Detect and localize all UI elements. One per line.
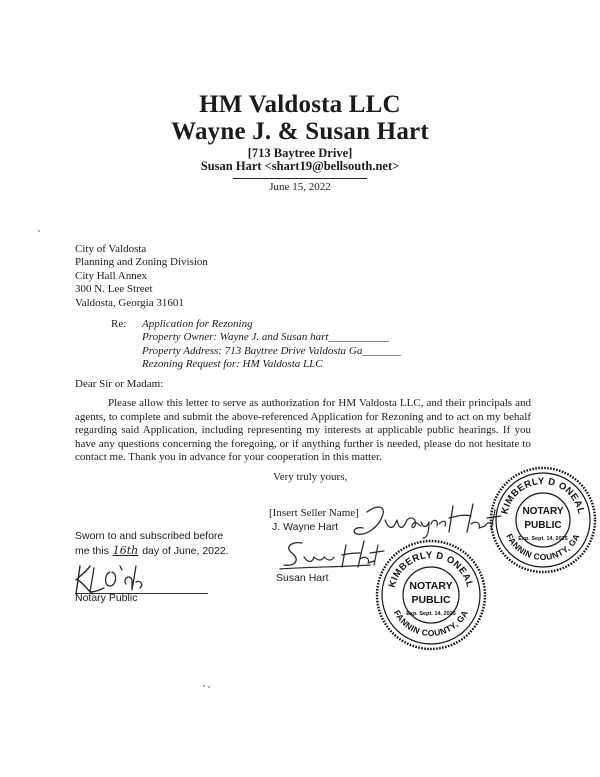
seal-center-text: NOTARY xyxy=(409,580,453,592)
scan-speck xyxy=(208,686,210,688)
signer-name-1: J. Wayne Hart xyxy=(272,521,339,533)
letter-date: June 15, 2022 xyxy=(269,181,331,193)
seal-center-text: NOTARY xyxy=(522,506,564,517)
email-line: Susan Hart <shart19@bellsouth.net> xyxy=(200,159,400,173)
seal-center-text: PUBLIC xyxy=(524,520,562,531)
scan-speck xyxy=(38,230,40,232)
re-line: Application for Rezoning xyxy=(142,318,253,330)
recipient-block xyxy=(75,243,208,310)
owners-name: Wayne J. & Susan Hart xyxy=(171,118,429,145)
notary-public-label: Notary Public xyxy=(75,592,138,604)
seal-exp-text: Exp. Sept. 14, 2025 xyxy=(406,611,456,617)
company-name: HM Valdosta LLC xyxy=(199,91,401,118)
closing: Very truly yours, xyxy=(273,471,348,483)
sworn-suffix: day of June, 2022. xyxy=(142,545,229,557)
recipient-line: City of Valdosta xyxy=(75,243,147,255)
seal-bottom-text: FANNIN COUNTY, GA xyxy=(504,531,582,563)
recipient-line: Planning and Zoning Division xyxy=(75,256,208,269)
sworn-date-line xyxy=(75,544,229,558)
re-block xyxy=(142,318,401,372)
seal-top-text: KIMBERLY D ONEAL xyxy=(386,549,476,589)
re-line: Property Owner: Wayne J. and Susan hart___________ xyxy=(142,331,389,344)
recipient-line: 300 N. Lee Street xyxy=(75,283,153,296)
sworn-prefix: me this xyxy=(75,545,109,557)
re-line: Rezoning Request for: HM Valdosta LLC xyxy=(142,358,323,371)
salutation: Dear Sir or Madam: xyxy=(75,378,164,390)
notary-seal-icon xyxy=(375,539,487,651)
re-label: Re: xyxy=(111,318,127,330)
seal-exp-text: Exp. Sept. 14, 2025 xyxy=(518,536,568,542)
address-line: [713 Baytree Drive] xyxy=(247,146,353,160)
susan-signature-icon xyxy=(278,537,388,577)
header-rule xyxy=(233,178,367,179)
seller-placeholder: [Insert Seller Name] xyxy=(269,507,359,519)
seal-bottom-text: FANNIN COUNTY, GA xyxy=(391,608,471,639)
seal-center-text: PUBLIC xyxy=(411,594,451,606)
signer-name-2: Susan Hart xyxy=(276,572,329,584)
scan-speck xyxy=(203,685,205,687)
notary-seal-icon xyxy=(489,466,597,574)
body-paragraph: Please allow this letter to serve as authorization for HM Valdosta LLC, and their principals and agents, to complete and submit the above-referenced Application for Rezoning and to act on my behalf regarding said Application, including representing my interests at applicable public hearings. If you have any questions concerning the foregoing, or if anything further is needed, please do not hesitate to contact me. Thank you in advance for your cooperation in this matter. xyxy=(75,397,531,464)
seal-top-text: KIMBERLY D ONEAL xyxy=(499,475,587,516)
sworn-day: 16th xyxy=(112,544,139,557)
sworn-line: Sworn to and subscribed before xyxy=(75,530,224,542)
re-line: Property Address: 713 Baytree Drive Valdosta Ga_______ xyxy=(142,344,401,357)
recipient-line: Valdosta, Georgia 31601 xyxy=(75,296,184,309)
recipient-line: City Hall Annex xyxy=(75,269,148,282)
